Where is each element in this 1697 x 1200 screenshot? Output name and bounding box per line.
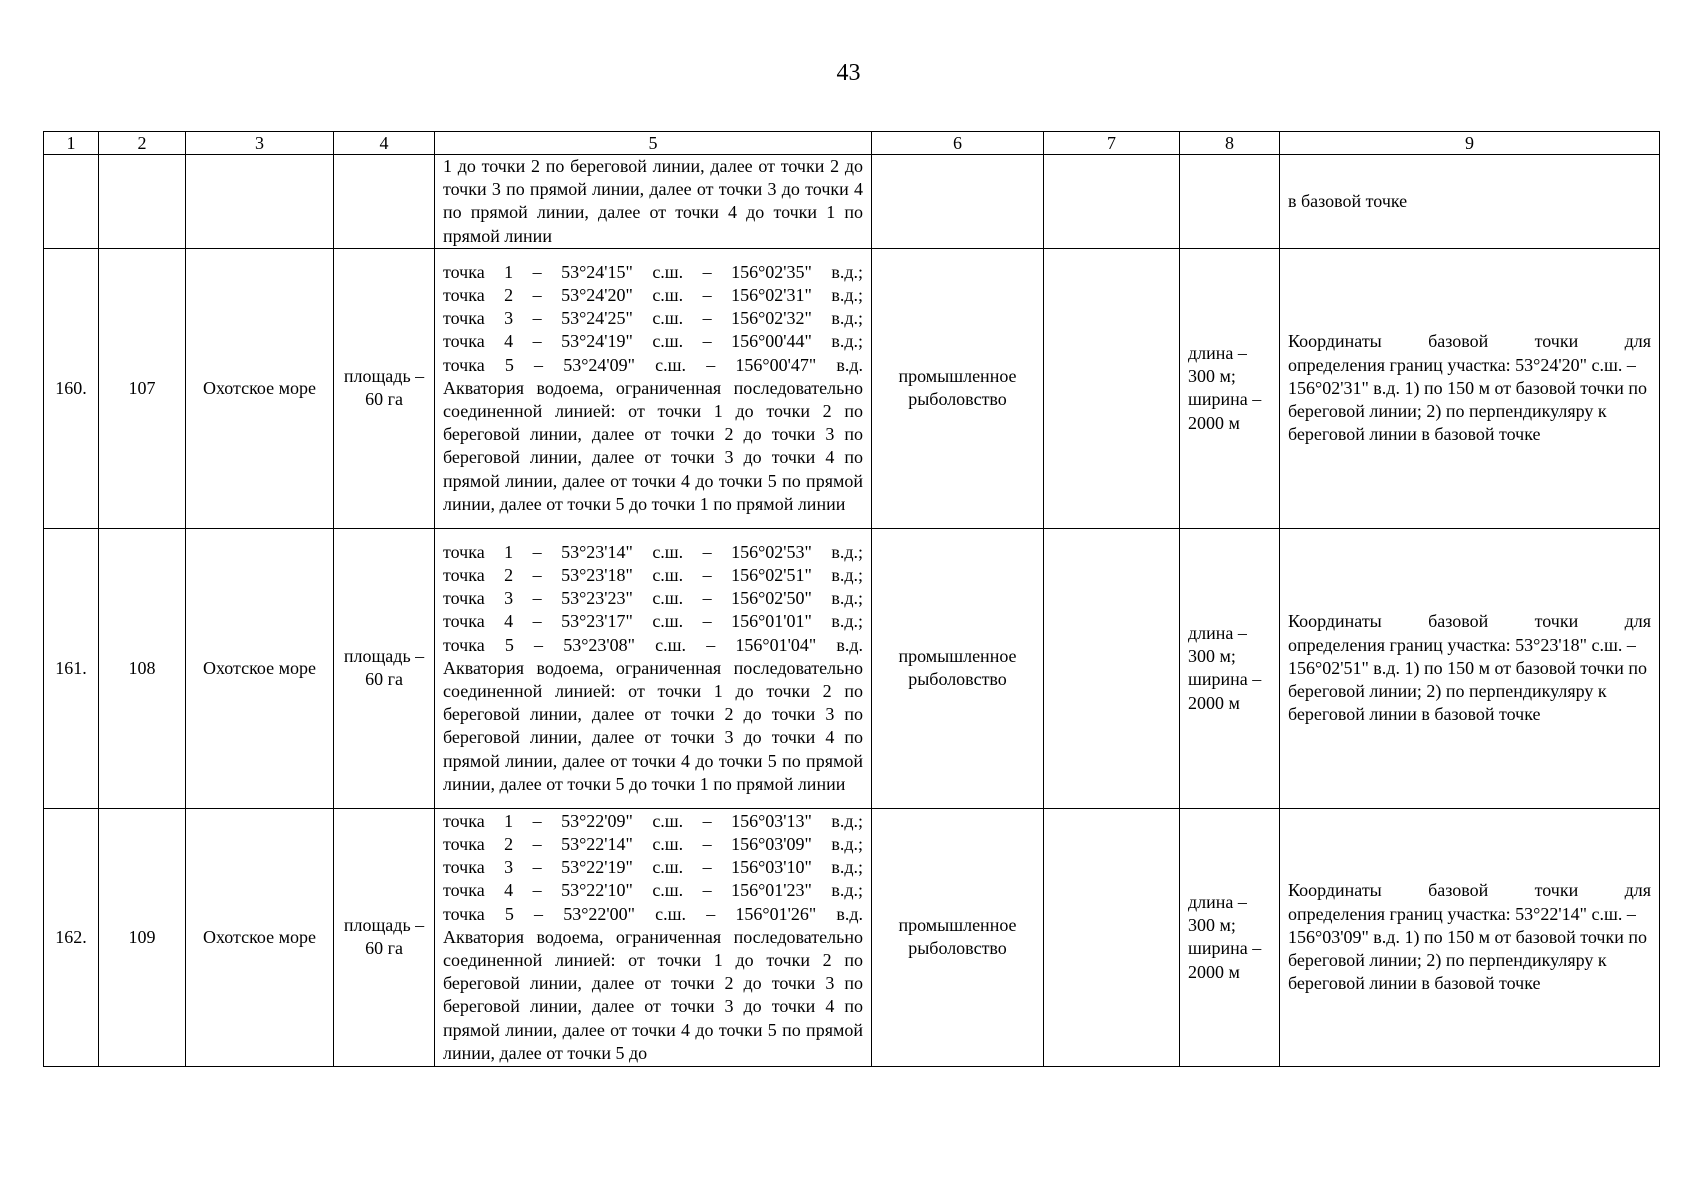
empty-cell <box>1044 248 1180 528</box>
row-number: 160. <box>44 248 99 528</box>
table-row <box>44 248 1660 528</box>
continuation-row <box>44 155 1660 249</box>
coordinate-line: точка 1 – 53°24'15" с.ш. – 156°02'35" в.д.; <box>443 261 863 282</box>
water-body: Охотское море <box>186 808 334 1066</box>
area-id: 109 <box>99 808 186 1066</box>
header-cell: 9 <box>1280 132 1660 155</box>
coordinate-line: точка 3 – 53°22'19" с.ш. – 156°03'10" в.д.; <box>443 857 863 878</box>
note-lead: Координаты базовой точки для <box>1288 611 1651 632</box>
header-cell: 7 <box>1044 132 1180 155</box>
water-body: Охотское море <box>186 528 334 808</box>
note-cell <box>1280 248 1660 528</box>
water-body: Охотское море <box>186 248 334 528</box>
note-body: определения границ участка: 53°22'14" с.ш. – 156°03'09" в.д. 1) по 150 м от базовой точки по береговой линии; 2) по перпендикуляру к береговой линии в базовой точке <box>1288 903 1647 994</box>
empty-cell <box>1044 528 1180 808</box>
header-cell: 2 <box>99 132 186 155</box>
table-row <box>44 808 1660 1066</box>
note-lead: Координаты базовой точки для <box>1288 331 1651 352</box>
purpose: промышленное рыболовство <box>872 248 1044 528</box>
boundary-description: Акватория водоема, ограниченная последовательно соединенной линией: от точки 1 до точки 2 по береговой линии, далее от точки 2 до точки 3 по береговой линии, далее от точки 3 до точки 4 по прямой линии, далее от точки 4 до точки 5 по прямой линии, далее от точки 5 до <box>443 926 863 1063</box>
coordinate-line: точка 5 – 53°23'08" с.ш. – 156°01'04" в.д. <box>443 634 863 655</box>
coordinate-line: точка 5 – 53°22'00" с.ш. – 156°01'26" в.д. <box>443 903 863 924</box>
note-cell <box>1280 808 1660 1066</box>
header-cell: 4 <box>334 132 435 155</box>
boundary-description: 1 до точки 2 по береговой линии, далее от точки 2 до точки 3 по прямой линии, далее от точки 3 до точки 4 по прямой линии, далее от точки 4 до точки 1 по прямой линии <box>435 155 872 249</box>
row-number: 161. <box>44 528 99 808</box>
size-cell: длина – 300 м; ширина – 2000 м <box>1180 248 1280 528</box>
note-cell <box>1280 528 1660 808</box>
row-number: 162. <box>44 808 99 1066</box>
coordinates-cell <box>435 248 872 528</box>
coordinate-line: точка 2 – 53°23'18" с.ш. – 156°02'51" в.д.; <box>443 564 863 585</box>
header-cell: 5 <box>435 132 872 155</box>
page-number: 43 <box>836 60 861 86</box>
table-cell <box>1044 155 1180 249</box>
table-row <box>44 528 1660 808</box>
note-body: определения границ участка: 53°24'20" с.ш. – 156°02'31" в.д. 1) по 150 м от базовой точки по береговой линии; 2) по перпендикуляру к береговой линии в базовой точке <box>1288 354 1647 445</box>
coordinate-line: точка 3 – 53°24'25" с.ш. – 156°02'32" в.д.; <box>443 308 863 329</box>
area-id: 108 <box>99 528 186 808</box>
header-cell: 6 <box>872 132 1044 155</box>
table-cell <box>334 155 435 249</box>
coordinate-line: точка 1 – 53°23'14" с.ш. – 156°02'53" в.д.; <box>443 541 863 562</box>
area-size: площадь – 60 га <box>334 528 435 808</box>
note-lead: Координаты базовой точки для <box>1288 880 1651 901</box>
coordinate-line: точка 2 – 53°22'14" с.ш. – 156°03'09" в.д.; <box>443 833 863 854</box>
area-size: площадь – 60 га <box>334 808 435 1066</box>
purpose: промышленное рыболовство <box>872 808 1044 1066</box>
purpose: промышленное рыболовство <box>872 528 1044 808</box>
coordinates-cell <box>435 808 872 1066</box>
fishing-areas-table <box>43 131 1660 1067</box>
size-cell: длина – 300 м; ширина – 2000 м <box>1180 808 1280 1066</box>
header-cell: 1 <box>44 132 99 155</box>
empty-cell <box>1044 808 1180 1066</box>
note-cell: в базовой точке <box>1280 155 1660 249</box>
table-cell <box>1180 155 1280 249</box>
coordinate-line: точка 4 – 53°22'10" с.ш. – 156°01'23" в.д.; <box>443 880 863 901</box>
boundary-description: Акватория водоема, ограниченная последовательно соединенной линией: от точки 1 до точки 2 по береговой линии, далее от точки 2 до точки 3 по береговой линии, далее от точки 3 до точки 4 по прямой линии, далее от точки 4 до точки 5 по прямой линии, далее от точки 5 до точки 1 по прямой линии <box>443 377 863 514</box>
coordinate-line: точка 4 – 53°23'17" с.ш. – 156°01'01" в.д.; <box>443 611 863 632</box>
header-cell: 8 <box>1180 132 1280 155</box>
header-row <box>44 132 1660 155</box>
table-cell <box>186 155 334 249</box>
boundary-description: Акватория водоема, ограниченная последовательно соединенной линией: от точки 1 до точки 2 по береговой линии, далее от точки 2 до точки 3 по береговой линии, далее от точки 3 до точки 4 по прямой линии, далее от точки 4 до точки 5 по прямой линии, далее от точки 5 до точки 1 по прямой линии <box>443 657 863 794</box>
size-cell: длина – 300 м; ширина – 2000 м <box>1180 528 1280 808</box>
area-id: 107 <box>99 248 186 528</box>
coordinate-line: точка 5 – 53°24'09" с.ш. – 156°00'47" в.д. <box>443 354 863 375</box>
coordinate-line: точка 1 – 53°22'09" с.ш. – 156°03'13" в.д.; <box>443 810 863 831</box>
coordinate-line: точка 4 – 53°24'19" с.ш. – 156°00'44" в.д.; <box>443 331 863 352</box>
note-body: определения границ участка: 53°23'18" с.ш. – 156°02'51" в.д. 1) по 150 м от базовой точки по береговой линии; 2) по перпендикуляру к береговой линии в базовой точке <box>1288 634 1647 725</box>
coordinate-line: точка 3 – 53°23'23" с.ш. – 156°02'50" в.д.; <box>443 588 863 609</box>
area-size: площадь – 60 га <box>334 248 435 528</box>
coordinate-line: точка 2 – 53°24'20" с.ш. – 156°02'31" в.д.; <box>443 284 863 305</box>
header-cell: 3 <box>186 132 334 155</box>
table-cell <box>872 155 1044 249</box>
table-cell <box>99 155 186 249</box>
coordinates-cell <box>435 528 872 808</box>
table-cell <box>44 155 99 249</box>
